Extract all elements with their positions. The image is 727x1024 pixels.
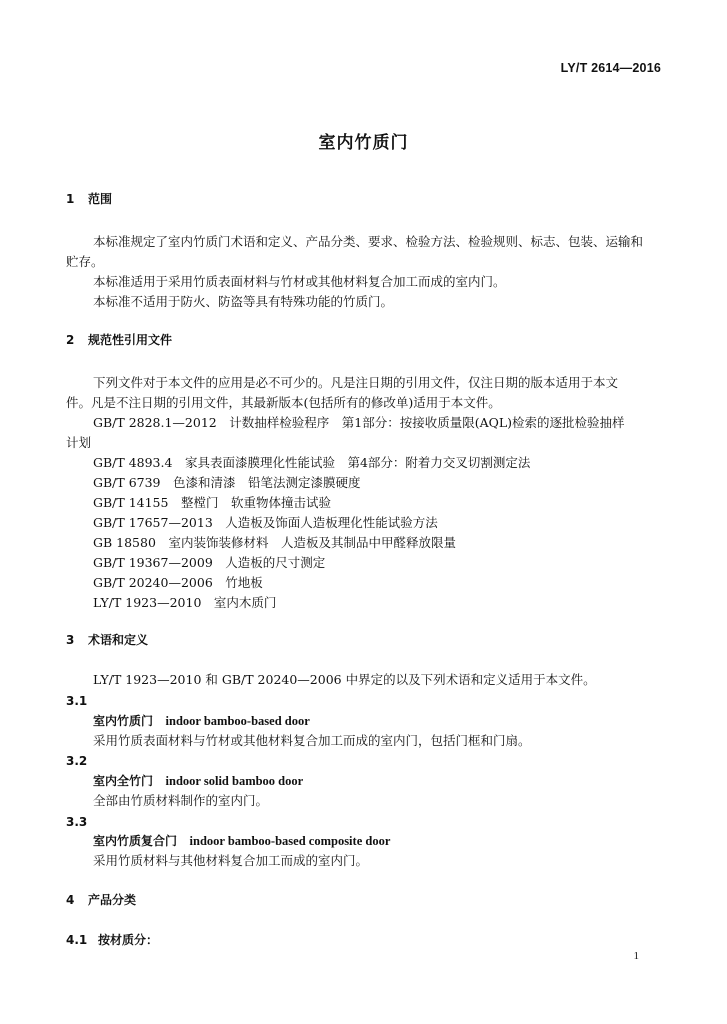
page-number: 1: [633, 950, 639, 962]
subsection-text: 按材质分：: [98, 933, 159, 947]
section-4-heading: [66, 892, 136, 908]
reference-code: GB 18580: [93, 535, 156, 550]
term-heading: [93, 773, 303, 789]
term-number: 3.1: [66, 694, 88, 708]
subsection-number: 4.1: [66, 933, 88, 947]
reference-item: [93, 515, 438, 531]
reference-code: GB/T 17657—2013: [93, 515, 213, 530]
reference-item: [93, 455, 530, 471]
section-number: 3: [66, 633, 75, 647]
paragraph-line: 贮存。: [66, 254, 104, 269]
section-number: 4: [66, 893, 75, 907]
reference-item: [93, 575, 263, 591]
section-1-heading: [66, 191, 112, 207]
paragraph: LY/T 1923—2010 和 GB/T 20240—2006 中界定的以及下列术语和定义适用于本文件。: [93, 672, 596, 687]
term-number: 3.2: [66, 754, 88, 768]
reference-code: GB/T 14155: [93, 495, 169, 510]
reference-title: 计数抽样检验程序 第1部分：按接收质量限(AQL)检索的逐批检验抽样: [229, 415, 625, 430]
reference-code: GB/T 2828.1—2012: [93, 415, 217, 430]
section-number: 1: [66, 192, 75, 206]
paragraph-line: 本标准规定了室内竹质门术语和定义、产品分类、要求、检验方法、检验规则、标志、包装、运输和: [93, 234, 644, 249]
document-title: 室内竹质门: [318, 133, 409, 153]
term-definition: 全部由竹质材料制作的室内门。: [93, 793, 269, 808]
section-3-heading: [66, 632, 148, 648]
paragraph-line: 件。凡是不注日期的引用文件，其最新版本(包括所有的修改单)适用于本文件。: [66, 395, 501, 410]
term-english: indoor bamboo-based door: [165, 714, 310, 728]
reference-item: [93, 595, 276, 611]
reference-item: [93, 475, 361, 491]
reference-code: GB/T 19367—2009: [93, 555, 213, 570]
paragraph: 本标准不适用于防火、防盗等具有特殊功能的竹质门。: [93, 294, 394, 309]
reference-code: GB/T 6739: [93, 475, 161, 490]
section-title: 产品分类: [88, 893, 137, 907]
reference-item: [93, 555, 325, 571]
reference-item: [93, 495, 331, 511]
subsection-4-1: [66, 932, 158, 948]
reference-title: 室内装饰装修材料 人造板及其制品中甲醛释放限量: [168, 535, 456, 550]
reference-title: 色漆和清漆 铅笔法测定漆膜硬度: [173, 475, 361, 490]
standard-code: LY/T 2614—2016: [560, 61, 661, 75]
reference-title: 室内木质门: [213, 595, 277, 610]
reference-title: 家具表面漆膜理化性能试验 第4部分：附着力交叉切割测定法: [184, 455, 531, 470]
reference-code: GB/T 4893.4: [93, 455, 173, 470]
section-number: 2: [66, 333, 75, 347]
reference-code: LY/T 1923—2010: [93, 595, 202, 610]
paragraph-line: 下列文件对于本文件的应用是必不可少的。凡是注日期的引用文件，仅注日期的版本适用于本文: [93, 375, 619, 390]
reference-title: 人造板的尺寸测定: [225, 555, 326, 570]
reference-title: 整樘门 软重物体撞击试验: [180, 495, 331, 510]
reference-item: [93, 535, 456, 551]
section-title: 范围: [88, 192, 113, 206]
section-title: 术语和定义: [88, 633, 149, 647]
term-english: indoor solid bamboo door: [165, 774, 304, 788]
term-english: indoor bamboo-based composite door: [189, 834, 391, 848]
term-heading: [93, 833, 390, 849]
term-chinese: 室内竹质门: [93, 714, 154, 728]
reference-code: GB/T 20240—2006: [93, 575, 213, 590]
term-number: 3.3: [66, 815, 88, 829]
section-2-heading: [66, 332, 172, 348]
term-definition: 采用竹质表面材料与竹材或其他材料复合加工而成的室内门，包括门框和门扇。: [93, 733, 531, 748]
term-chinese: 室内竹质复合门: [93, 834, 178, 848]
term-heading: [93, 713, 310, 729]
reference-item: [93, 415, 625, 431]
paragraph: 本标准适用于采用竹质表面材料与竹材或其他材料复合加工而成的室内门。: [93, 274, 506, 289]
reference-title: 竹地板: [225, 575, 263, 590]
reference-title: 人造板及饰面人造板理化性能试验方法: [225, 515, 438, 530]
term-chinese: 室内全竹门: [93, 774, 154, 788]
section-title: 规范性引用文件: [88, 333, 173, 347]
reference-continuation: 计划: [66, 435, 92, 450]
term-definition: 采用竹质材料与其他材料复合加工而成的室内门。: [93, 853, 369, 868]
